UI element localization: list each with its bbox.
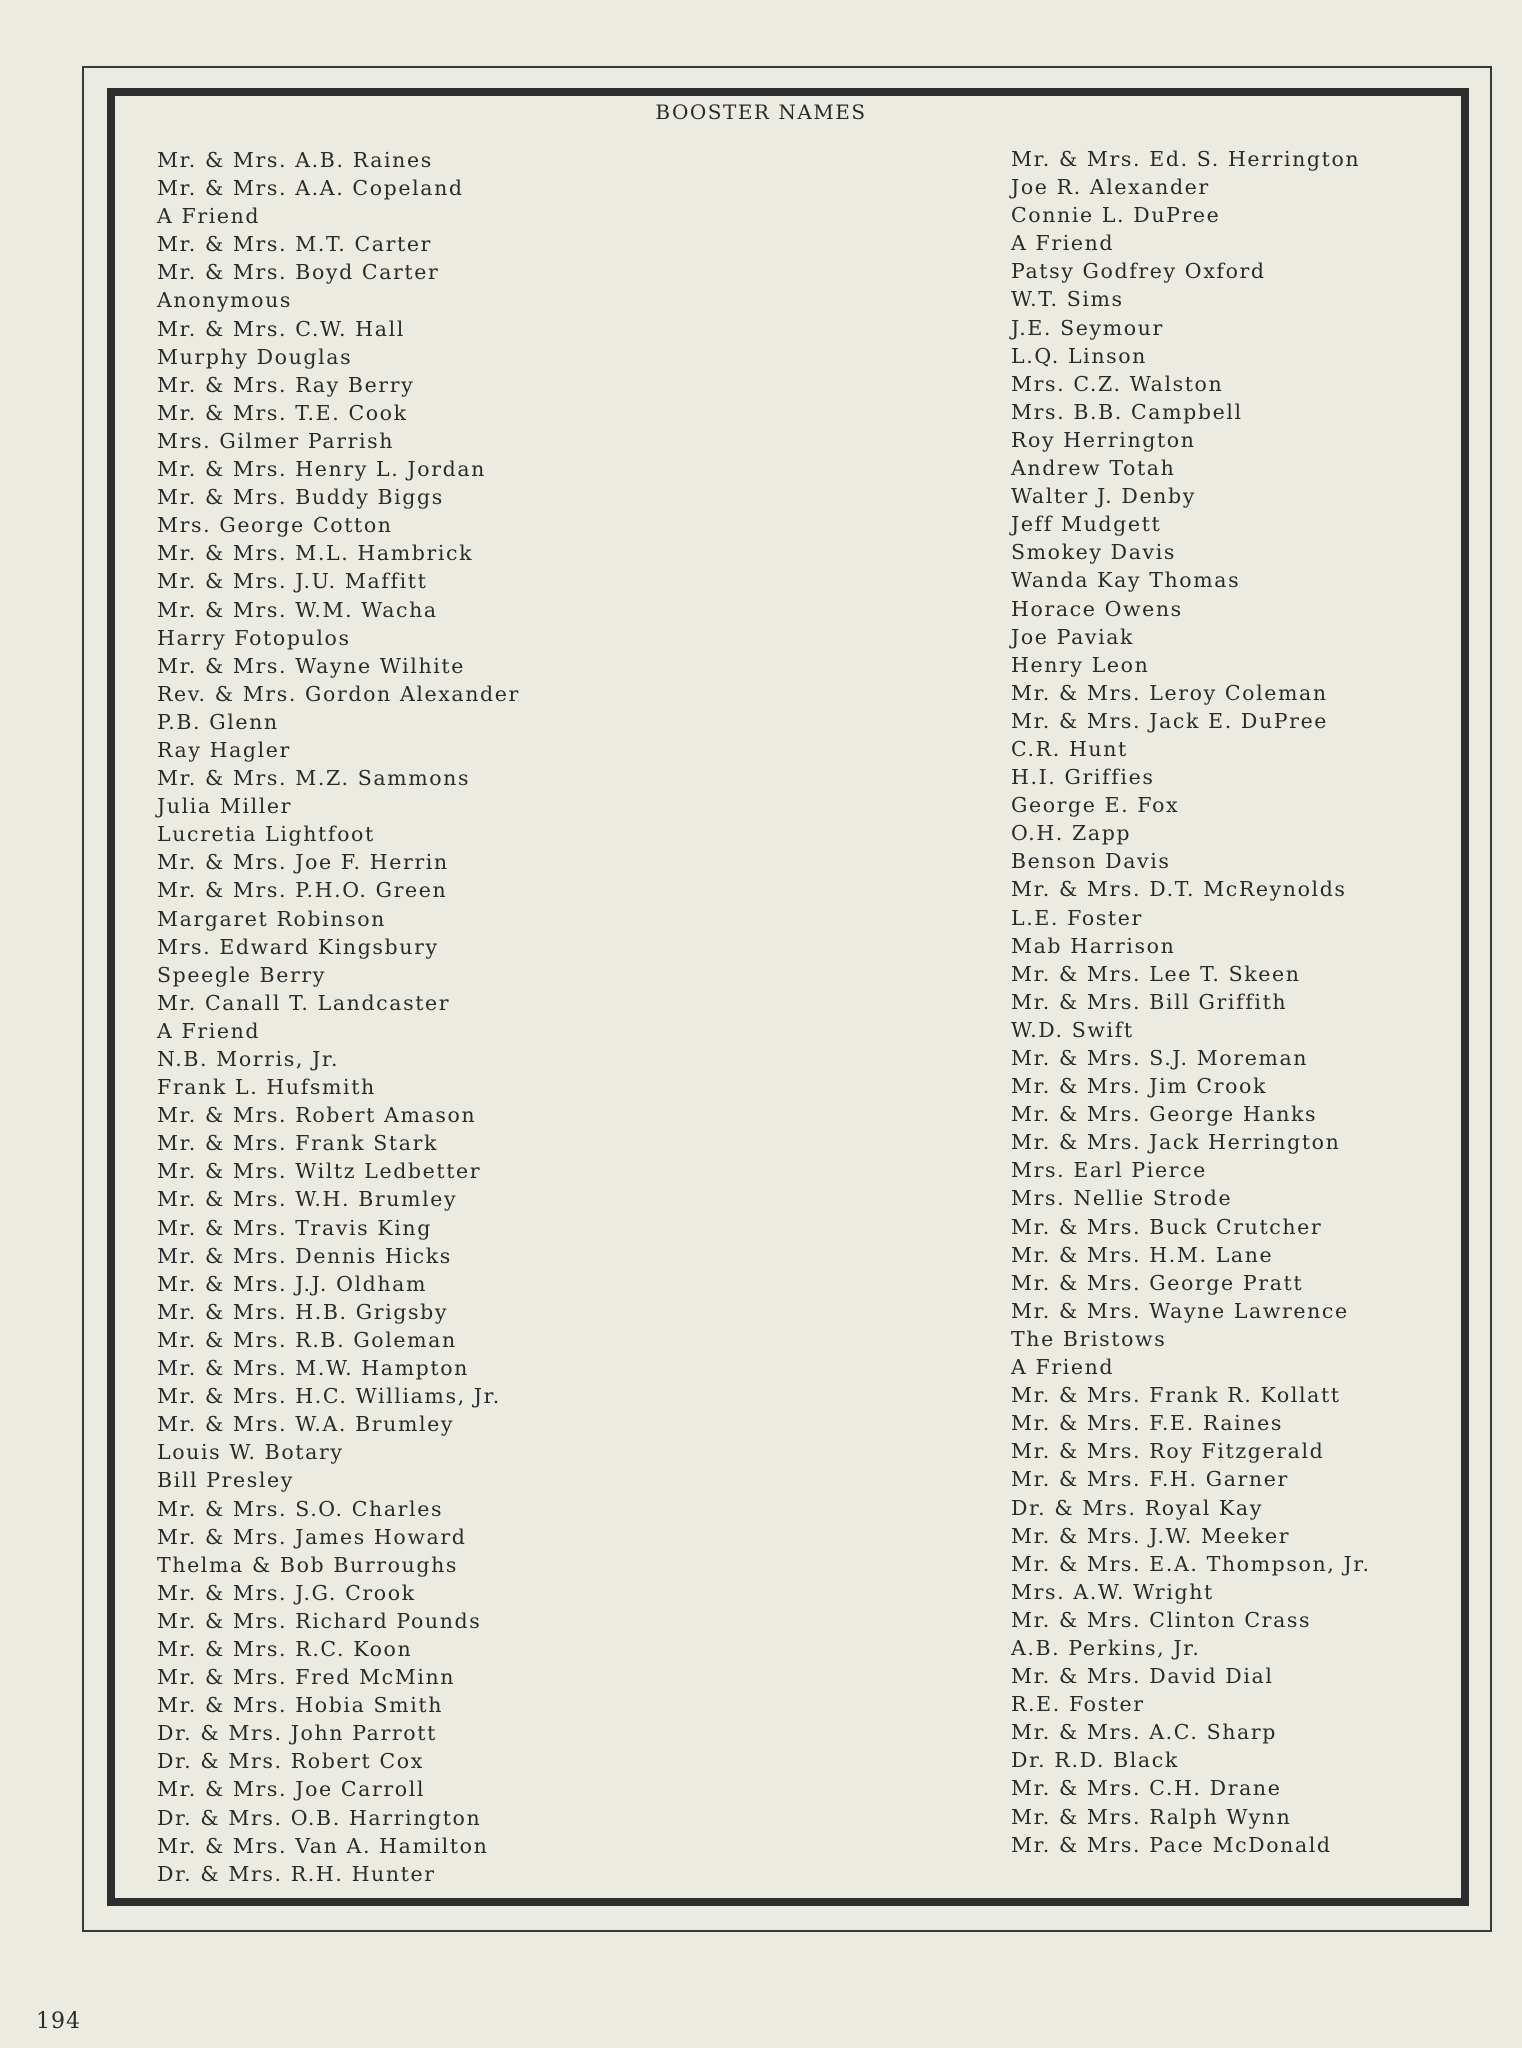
booster-name: Mr. & Mrs. M.L. Hambrick xyxy=(157,541,474,566)
booster-name: Patsy Godfrey Oxford xyxy=(1011,259,1266,284)
booster-name: J.E. Seymour xyxy=(1011,315,1164,340)
booster-name: R.E. Foster xyxy=(1011,1692,1145,1717)
booster-name: Mr. & Mrs. Dennis Hicks xyxy=(157,1243,452,1268)
booster-name: Mr. & Mrs. J.W. Meeker xyxy=(1011,1523,1291,1548)
booster-name: Frank L. Hufsmith xyxy=(157,1075,376,1100)
booster-name: W.D. Swift xyxy=(1011,1017,1134,1042)
booster-name: L.Q. Linson xyxy=(1011,343,1147,368)
booster-list-left xyxy=(157,146,520,1888)
booster-name: P.B. Glenn xyxy=(157,709,279,734)
booster-name: Mr. & Mrs. Ray Berry xyxy=(157,372,415,397)
booster-name: Mr. & Mrs. Jack E. DuPree xyxy=(1011,708,1329,733)
booster-name: Mr. & Mrs. Van A. Hamilton xyxy=(157,1833,489,1858)
booster-name: Mr. & Mrs. C.W. Hall xyxy=(157,316,405,341)
booster-name: Mr. & Mrs. F.H. Garner xyxy=(1011,1467,1289,1492)
booster-name: Mr. & Mrs. W.M. Wacha xyxy=(157,597,438,622)
booster-name: Mr. & Mrs. George Hanks xyxy=(1011,1102,1318,1127)
booster-name: Henry Leon xyxy=(1011,652,1150,677)
booster-name: Mr. & Mrs. P.H.O. Green xyxy=(157,878,448,903)
booster-name: Roy Herrington xyxy=(1011,427,1196,452)
booster-name: Mr. & Mrs. Jim Crook xyxy=(1011,1074,1267,1099)
booster-name: Dr. & Mrs. R.H. Hunter xyxy=(157,1861,436,1886)
booster-name: Mr. & Mrs. H.B. Grigsby xyxy=(157,1299,449,1324)
booster-name: A Friend xyxy=(1011,1355,1115,1380)
booster-list-right xyxy=(1011,145,1371,1859)
booster-name: Dr. & Mrs. Royal Kay xyxy=(1011,1495,1263,1520)
booster-name: Mr. & Mrs. Buck Crutcher xyxy=(1011,1214,1323,1239)
booster-name: Mr. & Mrs. J.J. Oldham xyxy=(157,1271,428,1296)
booster-name: Harry Fotopulos xyxy=(157,625,351,650)
booster-name: Mrs. George Cotton xyxy=(157,513,393,538)
booster-name: Mrs. Gilmer Parrish xyxy=(157,428,395,453)
booster-name: Mr. & Mrs. M.W. Hampton xyxy=(157,1356,469,1381)
booster-name: Joe Paviak xyxy=(1011,624,1135,649)
booster-name: Mr. & Mrs. W.H. Brumley xyxy=(157,1187,458,1212)
booster-name: Mr. & Mrs. Ralph Wynn xyxy=(1011,1804,1292,1829)
page-title: BOOSTER NAMES xyxy=(655,100,867,124)
booster-name: Louis W. Botary xyxy=(157,1440,344,1465)
booster-name: L.E. Foster xyxy=(1011,905,1143,930)
booster-name: Margaret Robinson xyxy=(157,906,386,931)
booster-name: Mrs. Edward Kingsbury xyxy=(157,934,439,959)
booster-name: Mr. & Mrs. T.E. Cook xyxy=(157,400,408,425)
booster-name: Mr. & Mrs. Bill Griffith xyxy=(1011,989,1288,1014)
booster-name: Julia Miller xyxy=(157,794,293,819)
booster-name: Mr. & Mrs. D.T. McReynolds xyxy=(1011,877,1347,902)
booster-name: Mr. & Mrs. J.G. Crook xyxy=(157,1580,416,1605)
booster-name: Thelma & Bob Burroughs xyxy=(157,1552,459,1577)
booster-name: Mr. & Mrs. M.T. Carter xyxy=(157,232,432,257)
booster-name: Mr. & Mrs. George Pratt xyxy=(1011,1270,1304,1295)
booster-name: A Friend xyxy=(1011,231,1115,256)
booster-name: Mr. & Mrs. Buddy Biggs xyxy=(157,485,444,510)
booster-name: Mr. & Mrs. F.E. Raines xyxy=(1011,1411,1283,1436)
booster-name: Mr. & Mrs. Travis King xyxy=(157,1215,432,1240)
booster-name: Mr. & Mrs. S.J. Moreman xyxy=(1011,1046,1309,1070)
booster-name: A Friend xyxy=(157,204,261,229)
booster-name: Anonymous xyxy=(157,288,293,313)
booster-name: Mr. & Mrs. Wayne Lawrence xyxy=(1011,1298,1349,1323)
booster-name: Mr. & Mrs. E.A. Thompson, Jr. xyxy=(1011,1551,1371,1576)
booster-name: Mr. & Mrs. Wayne Wilhite xyxy=(157,653,465,678)
booster-name: Mr. & Mrs. R.B. Goleman xyxy=(157,1327,457,1352)
booster-name: Mr. & Mrs. W.A. Brumley xyxy=(157,1412,455,1437)
booster-name: Mr. & Mrs. M.Z. Sammons xyxy=(157,766,471,791)
booster-name: Horace Owens xyxy=(1011,596,1183,621)
booster-name: Mrs. Earl Pierce xyxy=(1011,1158,1207,1183)
booster-name: Mab Harrison xyxy=(1011,933,1176,958)
booster-name: Mr. & Mrs. A.B. Raines xyxy=(157,148,433,172)
booster-name: Dr. R.D. Black xyxy=(1011,1748,1179,1773)
page-number: 194 xyxy=(36,2009,81,2034)
booster-name: Jeff Mudgett xyxy=(1011,512,1162,537)
booster-name: Walter J. Denby xyxy=(1011,484,1196,509)
booster-name: Connie L. DuPree xyxy=(1011,203,1221,228)
booster-name: Lucretia Lightfoot xyxy=(157,822,375,847)
booster-name: Mr. & Mrs. Joe F. Herrin xyxy=(157,850,449,875)
booster-name: Dr. & Mrs. Robert Cox xyxy=(157,1749,424,1774)
booster-name: A Friend xyxy=(157,1018,261,1043)
booster-name: Speegle Berry xyxy=(157,962,326,987)
booster-name: Mr. & Mrs. H.C. Williams, Jr. xyxy=(157,1384,501,1409)
booster-name: Mr. & Mrs. S.O. Charles xyxy=(157,1496,444,1521)
booster-name: Mr. & Mrs. Richard Pounds xyxy=(157,1608,482,1633)
booster-name: Mr. & Mrs. Robert Amason xyxy=(157,1103,477,1128)
booster-name: Mr. & Mrs. J.U. Maffitt xyxy=(157,569,428,594)
booster-name: Mr. & Mrs. Boyd Carter xyxy=(157,260,440,285)
booster-name: George E. Fox xyxy=(1011,793,1180,818)
booster-name: Mr. & Mrs. Clinton Crass xyxy=(1011,1607,1312,1632)
booster-name: Mr. & Mrs. Hobia Smith xyxy=(157,1693,443,1718)
booster-name: Mrs. C.Z. Walston xyxy=(1011,371,1224,396)
booster-name: W.T. Sims xyxy=(1011,287,1124,312)
booster-name: Mr. & Mrs. Jack Herrington xyxy=(1011,1130,1341,1155)
booster-name: Mrs. Nellie Strode xyxy=(1011,1186,1233,1211)
booster-name: Benson Davis xyxy=(1011,849,1171,874)
booster-name: Mrs. B.B. Campbell xyxy=(1011,399,1243,424)
booster-name: Mr. & Mrs. Joe Carroll xyxy=(157,1777,426,1802)
booster-name: Mr. & Mrs. Frank Stark xyxy=(157,1131,438,1156)
booster-name: Ray Hagler xyxy=(157,737,291,762)
booster-name: Mr. & Mrs. Fred McMinn xyxy=(157,1665,456,1690)
booster-name: Joe R. Alexander xyxy=(1011,175,1210,200)
booster-name: Smokey Davis xyxy=(1011,540,1176,565)
booster-name: Bill Presley xyxy=(157,1468,294,1493)
booster-name: H.I. Griffies xyxy=(1011,765,1155,790)
booster-name: Mr. & Mrs. Pace McDonald xyxy=(1011,1832,1332,1857)
booster-name: Mr. & Mrs. Frank R. Kollatt xyxy=(1011,1383,1341,1408)
booster-name: Mr. Canall T. Landcaster xyxy=(157,990,451,1015)
booster-name: O.H. Zapp xyxy=(1011,821,1132,846)
booster-name: Mr. & Mrs. Lee T. Skeen xyxy=(1011,961,1301,986)
booster-name: Rev. & Mrs. Gordon Alexander xyxy=(157,681,520,706)
booster-name: Mr. & Mrs. Ed. S. Herrington xyxy=(1011,147,1361,171)
booster-name: Mr. & Mrs. Wiltz Ledbetter xyxy=(157,1159,482,1184)
booster-name: Mr. & Mrs. David Dial xyxy=(1011,1664,1274,1689)
booster-name: Dr. & Mrs. John Parrott xyxy=(157,1721,437,1746)
booster-name: A.B. Perkins, Jr. xyxy=(1011,1635,1201,1660)
booster-name: Mrs. A.W. Wright xyxy=(1011,1579,1214,1604)
booster-name: Mr. & Mrs. A.C. Sharp xyxy=(1011,1720,1277,1745)
booster-name: Mr. & Mrs. Leroy Coleman xyxy=(1011,680,1328,705)
booster-name: Mr. & Mrs. James Howard xyxy=(157,1524,467,1549)
booster-name: Dr. & Mrs. O.B. Harrington xyxy=(157,1805,482,1830)
booster-name: N.B. Morris, Jr. xyxy=(157,1047,340,1071)
booster-name: Andrew Totah xyxy=(1011,456,1176,481)
booster-name: Mr. & Mrs. Roy Fitzgerald xyxy=(1011,1439,1325,1464)
booster-name: Murphy Douglas xyxy=(157,344,353,369)
booster-name: Mr. & Mrs. C.H. Drane xyxy=(1011,1776,1282,1801)
booster-name: Wanda Kay Thomas xyxy=(1011,568,1241,593)
booster-name: Mr. & Mrs. R.C. Koon xyxy=(157,1636,413,1661)
booster-name: Mr. & Mrs. A.A. Copeland xyxy=(157,176,464,201)
booster-name: Mr. & Mrs. Henry L. Jordan xyxy=(157,457,486,482)
booster-name: C.R. Hunt xyxy=(1011,736,1128,761)
booster-name: Mr. & Mrs. H.M. Lane xyxy=(1011,1242,1274,1267)
booster-name: The Bristows xyxy=(1011,1326,1167,1351)
